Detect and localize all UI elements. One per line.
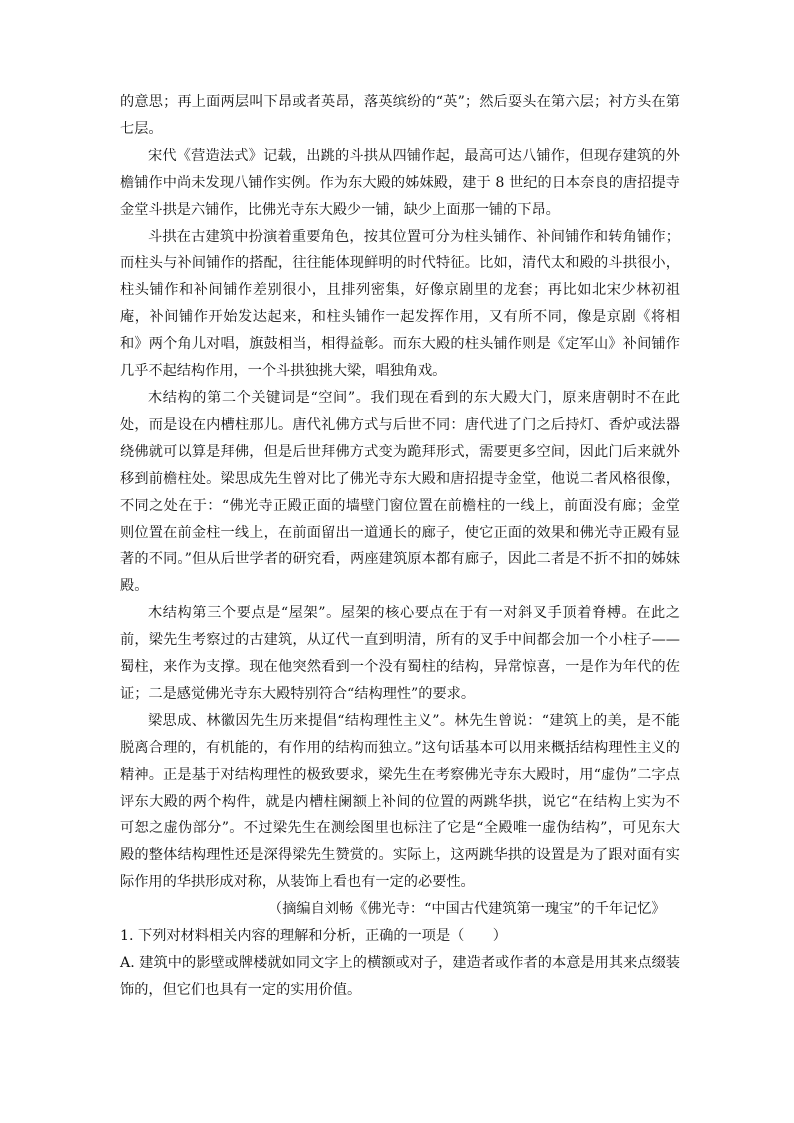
paragraph-continuation: 的意思；再上面两层叫下昂或者英昂，落英缤纷的“英”；然后耍头在第六层；衬方头在第七层。 [120, 94, 680, 137]
option-a: A. 建筑中的影壁或牌楼就如同文字上的横额或对子，建造者或作者的本意是用其来点缀装饰的，但它们也具有一定的实用价值。 [120, 955, 680, 998]
paragraph-space: 木结构的第二个关键词是“空间”。我们现在看到的东大殿大门，原来唐朝时不在此处，而是设在内槽柱那儿。唐代礼佛方式与后世不同：唐代进了门之后持灯、香炉或法器绕佛就可以算是拜佛，但是后世拜佛方式变为跪拜形式，需要更多空间，因此门后来就外移到前檐柱处。梁思成先生曾对比了佛光寺东大殿和唐招提寺金堂，他说二者风格很像，不同之处在于：“佛光寺正殿正面的墙壁门窗位置在前檐柱的一线上，前面没有廊；金堂则位置在前金柱一线上，在前面留出一道通长的廊子，使它正面的效果和佛光寺正殿有显著的不同。”但从后世学者的研究看，两座建筑原本都有廊子，因此二者是不折不扣的姊妹殿。 [120, 389, 680, 595]
source-citation: （摘编自刘畅《佛光寺：“中国古代建筑第一瑰宝”的千年记忆》 [268, 901, 666, 918]
question-1: 1. 下列对材料相关内容的理解和分析，正确的一项是（ ） [120, 928, 507, 945]
document-body [120, 89, 680, 1004]
paragraph-yingzao-fashi: 宋代《营造法式》记载，出跳的斗拱从四铺作起，最高可达八铺作，但现存建筑的外檐铺作中尚未发现八铺作实例。作为东大殿的姊妹殿，建于 8 世纪的日本奈良的唐招提寺金堂斗拱是六铺作，比佛光寺东大殿少一铺，缺少上面那一铺的下昂。 [120, 147, 680, 218]
paragraph-structural-rationalism: 梁思成、林徽因先生历来提倡“结构理性主义”。林先生曾说：“建筑上的美，是不能脱离合理的，有机能的，有作用的结构而独立。”这句话基本可以用来概括结构理性主义的精神。正是基于对结构理性的极致要求，梁先生在考察佛光寺东大殿时，用“虚伪”二字点评东大殿的两个构件，就是内槽柱阑额上补间的位置的两跳华拱，说它“在结构上实为不可恕之虚伪部分”。不过梁先生在测绘图里也标注了它是“全殿唯一虚伪结构”，可见东大殿的整体结构理性还是深得梁先生赞赏的。实际上，这两跳华拱的设置是为了跟对面有实际作用的华拱形成对称，从装饰上看也有一定的必要性。 [120, 712, 680, 891]
paragraph-roof-frame: 木结构第三个要点是“屋架”。屋架的核心要点在于有一对斜叉手顶着脊榑。在此之前，梁先生考察过的古建筑，从辽代一直到明清，所有的叉手中间都会加一个小柱子——蜀柱，来作为支撑。现在他突然看到一个没有蜀柱的结构，异常惊喜，一是作为年代的佐证；二是感觉佛光寺东大殿特别符合“结构理性”的要求。 [120, 605, 680, 702]
paragraph-dougong-role: 斗拱在古建筑中扮演着重要角色，按其位置可分为柱头铺作、补间铺作和转角铺作；而柱头与补间铺作的搭配，往往能体现鲜明的时代特征。比如，清代太和殿的斗拱很小，柱头铺作和补间铺作差别很小，且排列密集，好像京剧里的龙套；再比如北宋少林初祖庵，补间铺作开始发达起来，和柱头铺作一起发挥作用，又有所不同，像是京剧《将相和》两个角儿对唱，旗鼓相当，相得益彰。而东大殿的柱头铺作则是《定军山》补间铺作几乎不起结构作用，一个斗拱独挑大梁，唱独角戏。 [120, 228, 680, 380]
